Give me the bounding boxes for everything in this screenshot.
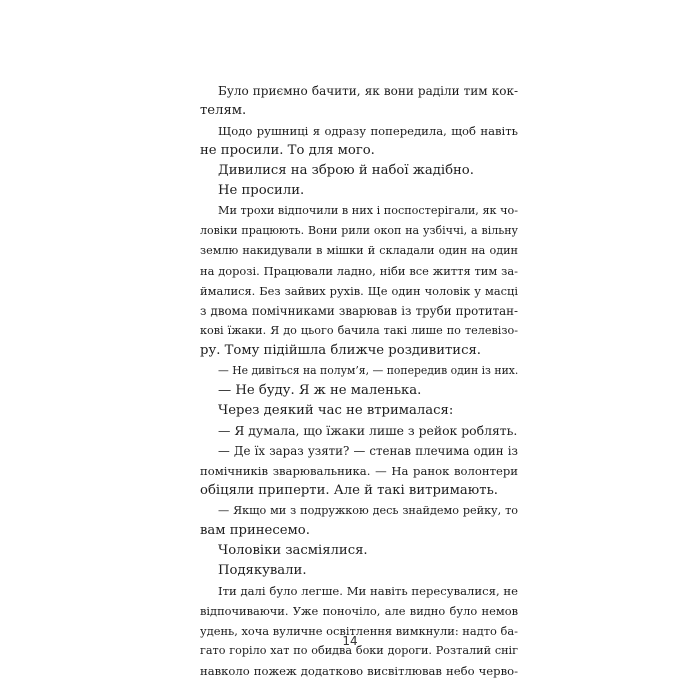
text-line: Не просили. xyxy=(218,183,305,198)
text-line: не просили. То для мого. xyxy=(200,143,375,158)
text-line: Дивилися на зброю й набої жадібно. xyxy=(218,163,474,178)
text-line: вам принесемо. xyxy=(200,523,310,538)
text-line: — Якщо ми з подружкою десь знайдемо рейку, то xyxy=(218,504,518,517)
text-line: відпочиваючи. Уже поночіло, але видно було немов xyxy=(200,604,518,618)
text-line: кові їжаки. Я до цього бачила такі лише по телевізо- xyxy=(200,324,518,337)
text-line: ловіки працюють. Вони рили окоп на узбіччі, а вільну xyxy=(200,224,518,237)
body-text xyxy=(200,81,518,681)
text-line: — Я думала, що їжаки лише з рейок роблять. xyxy=(218,423,518,438)
text-line: телям. xyxy=(200,103,247,118)
text-line: землю накидували в мішки й складали один на один xyxy=(200,244,518,257)
text-line: Ми трохи відпочили в них і поспостерігали, як чо- xyxy=(218,204,518,217)
text-line: Чоловіки засміялися. xyxy=(218,543,368,558)
text-line: Було приємно бачити, як вони раділи тим кок- xyxy=(218,84,518,98)
text-line: обіцяли приперти. Але й такі витримають. xyxy=(200,483,498,498)
text-line: — Не дивіться на полум’я, — попередив один із них. xyxy=(218,364,519,377)
text-line: гато горіло хат по обидва боки дороги. Розталий сніг xyxy=(200,644,518,657)
text-line: Іти далі було легше. Ми навіть пересувалися, не xyxy=(218,584,518,598)
text-line: Подякували. xyxy=(218,563,307,578)
text-line: навколо пожеж додатково висвітлював небо черво- xyxy=(200,664,518,678)
text-line: Щодо рушниці я одразу попередила, щоб навіть xyxy=(218,124,518,138)
text-line: Через деякий час не втрималася: xyxy=(218,403,454,418)
text-line: удень, хоча вуличне освітлення вимкнули: надто ба- xyxy=(200,624,518,638)
text-line: помічників зварювальника. — На ранок волонтери xyxy=(200,464,518,478)
page-number: 14 xyxy=(342,634,358,648)
text-line: ру. Тому підійшла ближче роздивитися. xyxy=(200,343,481,358)
text-line: на дорозі. Працювали ладно, ніби все життя тим за- xyxy=(200,264,518,278)
text-line: — Де їх зараз узяти? — стенав плечима один із xyxy=(218,444,518,458)
text-line: — Не буду. Я ж не маленька. xyxy=(218,383,422,398)
text-line: з двома помічниками зварював із труби протитан- xyxy=(200,304,518,318)
text-line: ймалися. Без зайвих рухів. Ще один чоловік у масці xyxy=(200,284,518,298)
